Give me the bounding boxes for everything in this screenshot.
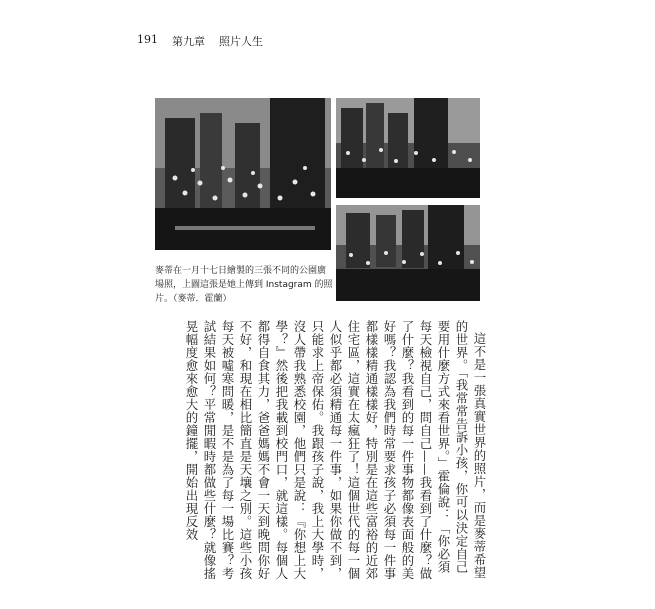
chapter-title: 照片人生 xyxy=(219,35,263,48)
photo-park-night-large xyxy=(155,98,331,250)
page-number: 191 xyxy=(137,33,158,46)
body-paragraph: 這不是一張真實世界的照片，而是麥蒂希望的世界。「我常常告訴小孩，你可以決定自己要用什麼方式來看世界。」霍倫說：「你必須每天檢視自己，問自己——我看到了什麼？做了什麼？我看到的每一件事物都像表面般的美好嗎？我認為我們時常要求孩子必須每一件事都樣樣精通樣樣好，特別是在這些富裕的近郊住宅區，這實在太瘋狂了！這個世代的每一個人似乎都必須精通每一件事，如果你做不到，只能求上帝保佑。我跟孩子說，我上大學時，沒人帶我熟悉校園，他們只是說：『你想上大學？』然後把我載到校門口，就這樣。每個人都得自食其力，爸爸媽媽不會一天到晚問你好不好，和現在相比簡直是天壤之別。這些小孩每天被噓寒問暖，是不是為了每一場比賽？考試結果如何？平常閒暇時都做些什麼？就像搖晃幅度愈來愈大的鐘擺，開始出現反效 xyxy=(184,320,487,580)
photo-park-night-top-right xyxy=(336,98,480,198)
photo-caption: 麥蒂在一月十七日繪製的三張不同的公園廣場照，上圖這張是她上傳到 Instagram 的照片。（麥蒂．霍蘭） xyxy=(155,266,333,304)
page-header xyxy=(137,33,263,49)
body-text xyxy=(156,320,488,585)
photo-park-night-bottom-right xyxy=(336,205,480,301)
chapter-label: 第九章 xyxy=(172,35,205,48)
